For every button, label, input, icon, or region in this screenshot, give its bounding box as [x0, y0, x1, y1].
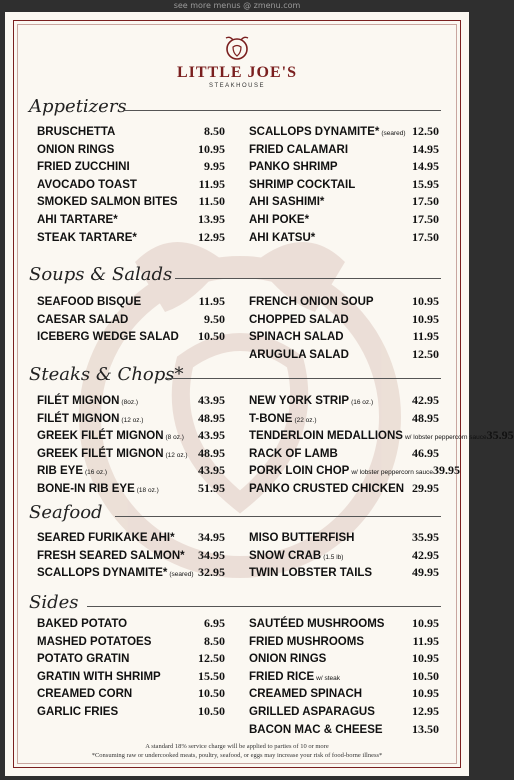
menu-item-price: 10.50 — [198, 329, 225, 344]
menu-item-price: 8.50 — [204, 633, 225, 648]
menu-item-row — [37, 393, 225, 409]
menu-item-price: 12.50 — [412, 346, 439, 361]
menu-item-label: TWIN LOBSTER TAILS — [249, 567, 373, 580]
menu-item-price: 9.50 — [204, 311, 225, 326]
steaks-left — [37, 393, 225, 493]
menu-item-price: 17.50 — [412, 194, 439, 209]
menu-item-row — [37, 177, 225, 193]
menu-item-name — [37, 532, 175, 544]
menu-item-label: FRIED CALAMARI — [249, 143, 349, 156]
menu-item-name — [37, 413, 143, 425]
menu-item-price: 35.95 — [486, 428, 514, 443]
menu-item-label: NEW YORK STRIP — [249, 395, 350, 407]
menu-item-row — [37, 616, 225, 632]
menu-item-price: 14.95 — [412, 141, 439, 156]
menu-item-price: 11.95 — [412, 329, 439, 344]
menu-item-note: (12 oz.) — [121, 416, 144, 424]
divider-steaks — [165, 378, 441, 379]
bull-logo-icon — [222, 34, 252, 62]
food-safety-note: *Consuming raw or undercooked meats, poultry, seafood, or eggs may increase your risk of food-borne illness* — [91, 752, 383, 759]
menu-item-row — [249, 294, 439, 310]
menu-item-name — [249, 483, 404, 495]
menu-item-row — [249, 548, 439, 564]
section-title-seafood: Seafood — [29, 502, 103, 523]
menu-item-row — [37, 142, 225, 158]
menu-item-name — [249, 144, 348, 156]
menu-item-row — [249, 530, 439, 546]
menu-item-price: 43.95 — [198, 463, 225, 478]
menu-item-price: 34.95 — [198, 547, 225, 562]
menu-item-name — [249, 296, 374, 308]
menu-item-name — [37, 314, 128, 326]
menu-item-note: (12 oz.) — [165, 451, 188, 459]
menu-item-label: SPINACH SALAD — [249, 331, 344, 344]
menu-item-row — [37, 212, 225, 228]
section-title-appetizers: Appetizers — [29, 96, 127, 117]
menu-item-name — [249, 618, 384, 630]
menu-item-label: PORK LOIN CHOP — [249, 465, 350, 478]
menu-item-price: 49.95 — [412, 565, 439, 580]
menu-item-price: 10.95 — [412, 616, 439, 630]
menu-item-name — [37, 636, 151, 648]
menu-item-row — [37, 463, 225, 479]
section-title-soups: Soups & Salads — [29, 264, 173, 285]
menu-item-name — [249, 671, 340, 683]
menu-item-row — [37, 446, 225, 462]
menu-item-label: BACON MAC & CHEESE — [249, 723, 383, 736]
menu-page — [5, 12, 514, 776]
menu-item-label: SCALLOPS DYNAMITE* — [37, 567, 168, 580]
menu-item-price: 34.95 — [198, 530, 225, 544]
menu-item-label: GREEK FILÉT MIGNON — [37, 430, 164, 443]
menu-item-label: SNOW CRAB — [249, 549, 322, 562]
steaks-right — [249, 393, 514, 495]
menu-item-row — [249, 194, 439, 210]
menu-item-name — [37, 296, 141, 308]
menu-item-price: 42.95 — [412, 547, 439, 562]
sides-left — [37, 616, 225, 736]
menu-item-name — [37, 688, 132, 700]
menu-item-label: STEAK TARTARE* — [37, 231, 137, 244]
menu-item-price: 13.50 — [412, 721, 439, 736]
menu-item-label: RIB EYE — [37, 465, 84, 478]
menu-item-label: SAUTÉED MUSHROOMS — [249, 618, 385, 630]
menu-item-row — [37, 634, 225, 650]
menu-item-price: 46.95 — [412, 445, 439, 460]
menu-item-name — [249, 532, 354, 544]
menu-item-name — [37, 214, 118, 226]
menu-item-price: 42.95 — [412, 393, 439, 407]
menu-item-name — [249, 448, 338, 460]
menu-item-price: 10.95 — [412, 686, 439, 701]
seafood-left — [37, 530, 225, 582]
soups-left — [37, 294, 225, 364]
menu-item-price: 9.95 — [204, 159, 225, 174]
menu-item-note: (18 oz.) — [136, 487, 159, 494]
service-charge-note: A standard 18% service charge will be applied to parties of 10 or more — [145, 743, 329, 750]
menu-item-name — [249, 126, 406, 138]
menu-item-name — [37, 179, 137, 191]
menu-item-name — [249, 413, 317, 425]
menu-item-name — [249, 179, 355, 191]
menu-header — [5, 34, 469, 89]
menu-item-label: FRIED MUSHROOMS — [249, 635, 364, 648]
menu-item-label: BRUSCHETTA — [37, 126, 116, 138]
menu-item-label: SEAFOOD BISQUE — [37, 296, 142, 308]
menu-item-label: SCALLOPS DYNAMITE* — [249, 126, 380, 138]
menu-item-row — [249, 428, 514, 444]
menu-item-price: 12.95 — [412, 704, 439, 718]
menu-item-name — [37, 483, 159, 495]
menu-item-name — [249, 636, 364, 648]
menu-item-row — [249, 704, 439, 720]
menu-item-note: (seared) — [381, 130, 406, 137]
menu-item-row — [37, 124, 225, 140]
appetizers-right — [249, 124, 439, 244]
menu-item-label: CREAMED SPINACH — [249, 688, 363, 701]
menu-item-name — [37, 430, 184, 442]
menu-item-name — [37, 144, 114, 156]
menu-item-row — [37, 686, 225, 702]
menu-item-label: GREEK FILÉT MIGNON — [37, 447, 164, 460]
menu-item-name — [37, 465, 107, 477]
menu-item-name — [37, 331, 179, 343]
menu-item-note: (8oz.) — [121, 399, 139, 406]
menu-item-price: 10.95 — [198, 141, 225, 156]
menu-item-name — [249, 161, 338, 173]
seafood-right — [249, 530, 439, 582]
menu-item-name — [249, 706, 375, 718]
menu-item-row — [249, 142, 439, 158]
menu-item-row — [37, 548, 225, 564]
brand-subtitle: STEAKHOUSE — [208, 83, 265, 89]
menu-item-label: AHI SASHIMI* — [249, 196, 325, 209]
menu-item-price: 10.50 — [412, 668, 439, 683]
appetizers-left — [37, 124, 225, 244]
menu-item-name — [249, 688, 362, 700]
menu-item-price: 13.95 — [198, 212, 225, 226]
menu-item-row — [249, 616, 439, 632]
menu-item-note: (seared) — [169, 571, 194, 579]
menu-item-row — [249, 177, 439, 193]
menu-item-label: BAKED POTATO — [37, 618, 128, 630]
menu-item-label: FRIED ZUCCHINI — [37, 161, 130, 174]
menu-item-label: FRIED RICE — [249, 670, 315, 683]
menu-item-label: FRENCH ONION SOUP — [249, 296, 374, 308]
menu-item-note: w/ steak — [316, 674, 341, 682]
menu-item-label: PANKO SHRIMP — [249, 161, 338, 174]
menu-item-name — [249, 465, 433, 477]
menu-item-row — [37, 530, 225, 546]
menu-item-row — [249, 669, 439, 685]
menu-item-label: SMOKED SALMON BITES — [37, 196, 178, 209]
menu-item-label: RACK OF LAMB — [249, 447, 338, 460]
menu-item-label: FRESH SEARED SALMON* — [37, 549, 185, 562]
menu-item-row — [37, 230, 225, 246]
menu-item-row — [249, 230, 439, 246]
menu-item-price: 12.95 — [198, 229, 225, 244]
menu-item-price: 12.50 — [412, 124, 439, 138]
menu-item-row — [37, 565, 225, 581]
menu-item-price: 10.95 — [412, 294, 439, 308]
divider-soups — [175, 278, 441, 279]
menu-item-name — [37, 653, 129, 665]
menu-item-price: 15.95 — [412, 176, 439, 191]
menu-item-price: 32.95 — [198, 565, 225, 580]
menu-item-name — [249, 196, 324, 208]
section-title-sides: Sides — [29, 592, 79, 613]
source-banner: see more menus @ zmenu.com — [0, 0, 474, 12]
menu-item-row — [249, 329, 439, 345]
sides-right — [249, 616, 439, 736]
menu-item-row — [37, 481, 225, 497]
menu-item-name — [249, 430, 487, 442]
menu-item-row — [249, 481, 439, 497]
menu-item-note: (1.5 lb) — [323, 553, 344, 561]
menu-item-price: 10.95 — [412, 651, 439, 666]
menu-item-row — [37, 294, 225, 310]
menu-item-name — [37, 126, 115, 138]
menu-item-price: 48.95 — [198, 445, 225, 460]
menu-item-price: 11.50 — [198, 194, 225, 209]
menu-item-name — [249, 395, 373, 407]
menu-item-row — [249, 411, 439, 427]
menu-item-name — [249, 232, 315, 244]
menu-item-row — [37, 194, 225, 210]
menu-item-label: AHI POKE* — [249, 214, 310, 226]
divider-seafood — [115, 516, 441, 517]
menu-item-name — [37, 706, 118, 718]
soups-right — [249, 294, 439, 364]
menu-item-name — [249, 653, 326, 665]
menu-item-note: w/ lobster peppercorn sauce — [351, 469, 433, 477]
menu-item-name — [37, 395, 138, 407]
menu-item-label: ONION RINGS — [37, 143, 115, 156]
menu-item-label: SHRIMP COCKTAIL — [249, 178, 356, 191]
menu-item-price: 10.95 — [412, 311, 439, 326]
menu-item-price: 35.95 — [412, 530, 439, 544]
menu-item-row — [37, 329, 225, 345]
menu-item-label: AHI KATSU* — [249, 231, 316, 244]
menu-item-price: 48.95 — [198, 410, 225, 425]
menu-item-price: 17.50 — [412, 229, 439, 244]
menu-item-row — [249, 312, 439, 328]
menu-item-name — [37, 232, 137, 244]
menu-item-label: MASHED POTATOES — [37, 635, 152, 648]
menu-item-label: ONION RINGS — [249, 653, 327, 666]
menu-item-note: w/ lobster peppercorn sauce — [404, 434, 487, 442]
menu-item-row — [37, 428, 225, 444]
menu-item-price: 11.95 — [412, 633, 439, 648]
brand-name: LITTLE JOE'S — [176, 64, 298, 81]
menu-item-name — [249, 331, 344, 343]
menu-item-row — [37, 312, 225, 328]
menu-item-row — [249, 634, 439, 650]
menu-item-row — [37, 159, 225, 175]
menu-item-name — [249, 349, 349, 361]
menu-item-label: TENDERLOIN MEDALLIONS — [249, 430, 403, 443]
menu-item-price: 43.95 — [198, 393, 225, 407]
menu-item-name — [249, 567, 372, 579]
menu-item-price: 51.95 — [198, 481, 225, 495]
menu-item-label: MISO BUTTERFISH — [249, 532, 355, 544]
menu-item-price: 11.95 — [198, 294, 225, 308]
divider-sides — [87, 606, 441, 607]
menu-item-name — [249, 214, 309, 226]
divider-appetizers — [125, 110, 441, 111]
menu-item-label: PANKO CRUSTED CHICKEN — [249, 483, 405, 495]
menu-item-note: (16 oz.) — [85, 469, 108, 477]
menu-item-row — [249, 393, 439, 409]
menu-item-row — [249, 686, 439, 702]
menu-item-row — [249, 212, 439, 228]
menu-item-name — [249, 550, 343, 562]
menu-item-row — [249, 347, 439, 363]
menu-item-label: CHOPPED SALAD — [249, 313, 349, 326]
menu-item-label: CREAMED CORN — [37, 688, 133, 701]
menu-item-row — [249, 651, 439, 667]
menu-item-row — [37, 669, 225, 685]
menu-item-name — [37, 448, 188, 460]
menu-item-name — [249, 724, 383, 736]
menu-item-note: (16 oz.) — [351, 399, 374, 406]
menu-item-row — [249, 446, 439, 462]
menu-item-label: FILÉT MIGNON — [37, 395, 120, 407]
menu-item-price: 29.95 — [412, 481, 439, 495]
menu-item-row — [37, 651, 225, 667]
menu-item-price: 17.50 — [412, 212, 439, 226]
menu-item-label: ICEBERG WEDGE SALAD — [37, 331, 179, 344]
menu-item-label: POTATO GRATIN — [37, 653, 130, 666]
menu-item-label: ARUGULA SALAD — [249, 348, 349, 361]
menu-item-label: GARLIC FRIES — [37, 706, 119, 718]
menu-item-price: 14.95 — [412, 159, 439, 174]
menu-item-label: GRATIN WITH SHRIMP — [37, 670, 161, 683]
menu-item-label: T-BONE — [249, 412, 293, 425]
menu-item-row — [249, 124, 439, 140]
menu-item-label: AHI TARTARE* — [37, 214, 118, 226]
menu-item-price: 8.50 — [204, 124, 225, 138]
menu-item-name — [37, 567, 194, 579]
menu-item-price: 6.95 — [204, 616, 225, 630]
menu-item-price: 11.95 — [198, 176, 225, 191]
menu-item-label: FILÉT MIGNON — [37, 412, 120, 425]
menu-item-price: 10.50 — [198, 686, 225, 701]
menu-item-name — [37, 550, 185, 562]
menu-item-label: SEARED FURIKAKE AHI* — [37, 532, 175, 544]
menu-item-label: CAESAR SALAD — [37, 313, 129, 326]
menu-item-label: BONE-IN RIB EYE — [37, 483, 135, 495]
menu-item-row — [249, 565, 439, 581]
menu-item-note: (22 oz.) — [294, 416, 317, 424]
menu-item-row — [37, 411, 225, 427]
menu-item-price: 39.95 — [432, 463, 460, 478]
menu-item-name — [249, 314, 349, 326]
menu-item-label: GRILLED ASPARAGUS — [249, 706, 375, 718]
menu-item-price: 43.95 — [198, 428, 225, 443]
section-title-steaks: Steaks & Chops* — [29, 364, 184, 385]
menu-item-price: 48.95 — [412, 410, 439, 425]
menu-item-note: (8 oz.) — [165, 434, 184, 442]
menu-item-row — [249, 159, 439, 175]
menu-item-row — [249, 722, 439, 738]
menu-item-price: 12.50 — [198, 651, 225, 666]
menu-item-price: 15.50 — [198, 668, 225, 683]
menu-item-row — [37, 704, 225, 720]
menu-item-price: 10.50 — [198, 704, 225, 718]
menu-item-name — [37, 671, 161, 683]
menu-item-name — [37, 161, 130, 173]
menu-item-row — [249, 463, 460, 479]
menu-item-label: AVOCADO TOAST — [37, 178, 137, 191]
menu-item-name — [37, 196, 178, 208]
menu-item-name — [37, 618, 127, 630]
